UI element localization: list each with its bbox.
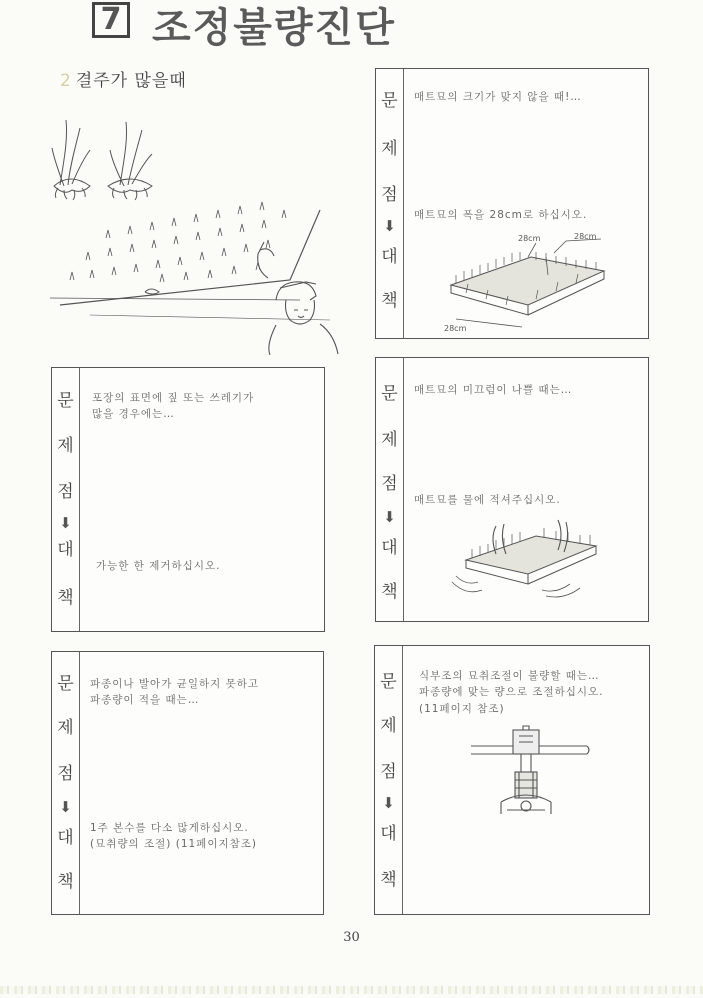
problem-text — [92, 390, 254, 423]
seedling-clump-icon — [108, 122, 152, 200]
side-label-char: 제 — [381, 139, 398, 159]
side-label-char: 대 — [57, 828, 74, 848]
problem-solution-box-3 — [375, 357, 649, 622]
farmer-figure — [258, 242, 338, 355]
down-arrow-icon: ⬇ — [383, 508, 396, 526]
side-label-char: 문 — [381, 91, 398, 111]
side-label-char: 제 — [381, 430, 398, 450]
side-label-char: 책 — [57, 588, 74, 608]
subsection-title: 결주가 많을때 — [75, 71, 187, 91]
problem-text-line: 많을 경우에는… — [92, 408, 175, 421]
problem-solution-box-5 — [374, 645, 650, 915]
side-label-char: 문 — [381, 384, 398, 404]
missing-seedlings-illustration — [50, 110, 340, 355]
side-label-char: 점 — [381, 185, 398, 205]
problem-solution-box-1 — [375, 68, 649, 339]
problem-text — [419, 668, 604, 717]
problem-text: 매트묘의 크기가 맞지 않을 때!… — [414, 91, 582, 103]
wet-seedling-mat-figure — [446, 516, 606, 606]
seedling-rows — [70, 202, 286, 282]
side-label-char: 책 — [381, 291, 398, 311]
down-arrow-icon: ⬇ — [383, 217, 396, 235]
side-label-char: 책 — [57, 872, 74, 892]
solution-text: 매트묘의 폭을 28cm로 하십시오. — [414, 209, 588, 221]
page-title: 조정불량진단 — [152, 5, 396, 51]
side-label-column — [52, 368, 80, 631]
planting-arm-adjuster-figure — [471, 724, 591, 824]
side-label-char: 대 — [381, 538, 398, 558]
subsection-number: 2 — [60, 71, 72, 91]
problem-text-line: 파종량이 적을 때는… — [90, 694, 200, 707]
side-label-char: 책 — [380, 870, 397, 890]
dimension-label: 28cm — [444, 324, 467, 333]
side-label-char: 대 — [57, 540, 74, 560]
side-label-char: 점 — [57, 482, 74, 502]
problem-text-line: (11페이지 참조) — [419, 702, 505, 715]
problem-text-line: 파종량에 맞는 량으로 조절하십시오. — [419, 686, 604, 699]
problem-text: 매트묘의 미끄럼이 나쁠 때는… — [414, 384, 573, 396]
side-label-char: 제 — [57, 436, 74, 456]
side-label-char: 문 — [57, 391, 74, 411]
side-label-column — [52, 652, 80, 914]
solution-text: 매트묘를 물에 적셔주십시오. — [414, 494, 561, 506]
solution-text — [90, 820, 257, 853]
down-arrow-icon: ⬇ — [59, 798, 72, 816]
side-label-char: 제 — [380, 716, 397, 736]
dimension-label: 28cm — [574, 232, 597, 241]
problem-text-line: 파종이나 발아가 균일하지 못하고 — [90, 678, 260, 690]
side-label-char: 대 — [380, 824, 397, 844]
side-label-char: 대 — [381, 247, 398, 267]
dimension-label: 28cm — [518, 234, 541, 243]
side-label-char: 문 — [380, 672, 397, 692]
problem-text-line: 식부조의 묘취조절이 불량할 때는… — [419, 670, 600, 682]
side-label-column — [376, 69, 404, 338]
scan-edge-smudge — [0, 986, 703, 994]
problem-text-line: 포장의 표면에 짚 또는 쓰레기가 — [92, 392, 255, 404]
side-label-char: 제 — [57, 718, 74, 738]
down-arrow-icon: ⬇ — [382, 794, 395, 812]
side-label-column — [376, 358, 404, 621]
solution-text: 가능한 한 제거하십시오. — [96, 560, 221, 572]
problem-solution-box-2 — [51, 367, 325, 632]
page-number: 30 — [343, 930, 360, 945]
solution-text-line: 1주 본수를 다소 많게하십시오. — [90, 822, 249, 834]
side-label-char: 점 — [57, 764, 74, 784]
seedling-clump-icon — [52, 120, 90, 200]
side-label-char: 점 — [381, 474, 398, 494]
down-arrow-icon: ⬇ — [59, 514, 72, 532]
problem-text — [90, 676, 259, 709]
side-label-column — [375, 646, 403, 914]
subsection-heading — [60, 66, 187, 91]
side-label-char: 책 — [381, 582, 398, 602]
section-number-box: 7 — [92, 2, 130, 38]
side-label-char: 점 — [380, 762, 397, 782]
solution-text-line: (묘취량의 조절) (11페이지참조) — [90, 838, 257, 851]
side-label-char: 문 — [57, 674, 74, 694]
problem-solution-box-4 — [51, 651, 324, 915]
seedling-mat-28cm-figure — [436, 227, 616, 335]
